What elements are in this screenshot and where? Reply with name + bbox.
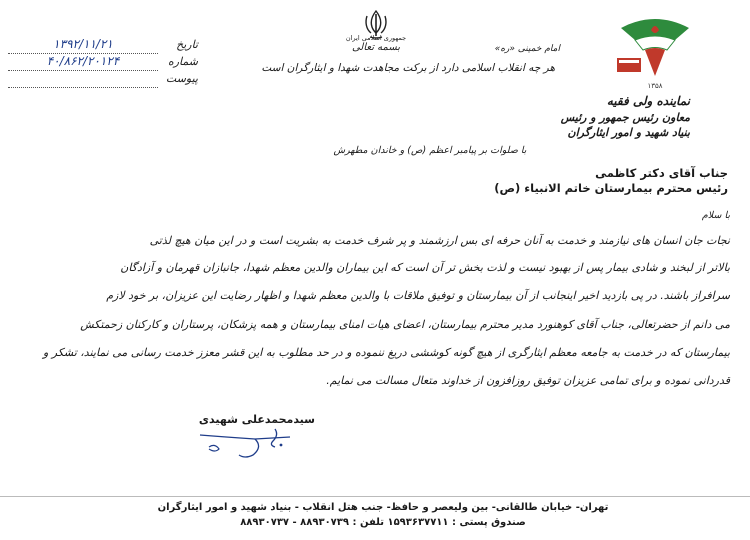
basmala: بسمه تعالی	[351, 42, 401, 53]
recipient-name: جناب آقای دکتر کاظمی	[595, 166, 728, 180]
footer-contact: صندوق پستی : ۱۵۹۳۶۳۷۷۱۱ تلفن : ۸۸۹۳۰۷۳۹ - ۸۸۹۳۰۷۳۷	[240, 517, 526, 528]
header-quote: هر چه انقلاب اسلامی دارد از برکت مجاهدت شهدا و ایثارگران است	[261, 62, 555, 74]
martyr-foundation-logo-icon	[615, 10, 695, 82]
body-paragraph-line: بالاتر از لبخند و شادی بیمار پس از بهبود نیست و لذت بخش تر آن است که این بیماران والدین معظم شهدا، جانبازان قهرمان و آزادگان	[120, 261, 730, 274]
date-label: تاریخ	[176, 38, 198, 51]
imam-quote-attribution: امام خمینی «ره»	[494, 44, 560, 54]
handwritten-signature	[195, 425, 310, 465]
attachment-label: پیوست	[165, 72, 198, 85]
date-value: ۱۳۹۲/۱۱/۲۱	[53, 37, 113, 51]
emblem-caption: جمهوری اسلامی ایران	[345, 34, 407, 42]
deputy-title: معاون رئیس جمهور و رئیس	[560, 111, 690, 124]
attachment-row	[8, 72, 198, 90]
body-paragraph-line: قدردانی نموده و برای تمامی عزیزان توفیق روزافزون از خداوند متعال مسالت می نمایم.	[326, 374, 730, 387]
representative-title: نماینده ولی فقیه	[606, 94, 690, 108]
number-value: ۴۰/۸۶۲/۲۰۱۲۴	[46, 54, 120, 68]
greeting: با سلام	[701, 210, 730, 221]
body-paragraph-line: سرافراز باشند. در پی بازدید اخیر اینجانب از آن بیمارستان و توفیق ملاقات با والدین معظم شهدا و اظهار رضایت این عزیزان، بر خود لازم	[106, 289, 730, 302]
footer-divider	[0, 496, 750, 497]
number-row	[8, 55, 198, 73]
number-label: شماره	[167, 55, 198, 68]
body-paragraph-line: نجات جان انسان های نیازمند و خدمت به آنان حرفه ای بس ارزشمند و پر شرف خدمت به بشریت است و در این میان هیچ لذتی	[149, 234, 730, 247]
recipient-title: رئیس محترم بیمارستان خاتم الانبیاء (ص)	[494, 181, 728, 195]
salawat-line: با صلوات بر پیامبر اعظم (ص) و خاندان مطهرش	[333, 145, 527, 156]
logo-year: ۱۳۵۸	[647, 82, 663, 90]
body-paragraph-line: می دانم از حضرتعالی، جناب آقای کوهنورد مدیر محترم بیمارستان، اعضای هیات امنای بیمارستان و همه پزشکان، پرستاران و کارکنان زحمتکش	[80, 318, 730, 331]
signatory-name: سیدمحمدعلی شهیدی	[198, 413, 315, 426]
footer-address: تهران- خیابان طالقانی- بین ولیعصر و حافظ- جنب هتل انقلاب - بنیاد شهید و امور ایثارگران	[157, 502, 609, 513]
body-paragraph-line: بیمارستان که در خدمت به جامعه معظم ایثارگری از هیچ گونه کوششی دریغ ننموده و در حد مطلوب به این قشر معزز خدمت رسانی می نمایند، تشکر و	[42, 346, 730, 359]
foundation-name: بنیاد شهید و امور ایثارگران	[567, 126, 690, 139]
